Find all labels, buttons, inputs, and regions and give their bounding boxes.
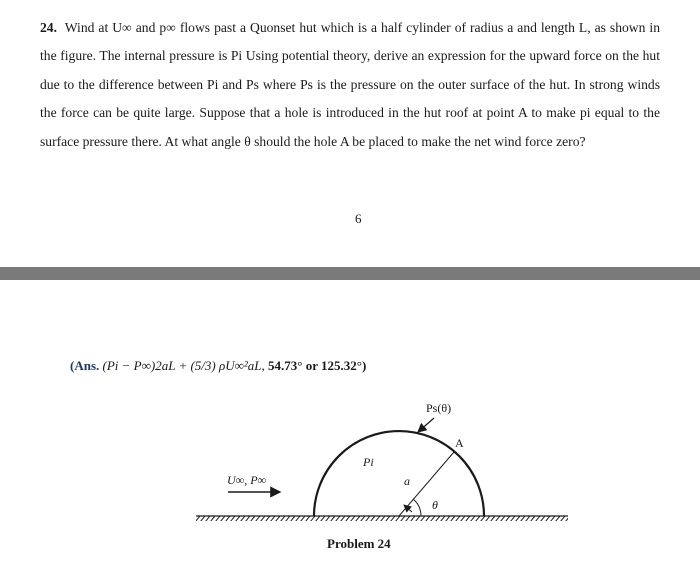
internal-pressure-label: Pi bbox=[363, 455, 374, 469]
problem-statement bbox=[40, 14, 660, 156]
answer-expression: (Pi − P∞)2aL + (5/3) ρU∞²aL, bbox=[102, 358, 265, 373]
page-divider bbox=[0, 267, 700, 280]
answer-block bbox=[70, 358, 366, 374]
quonset-hut-figure bbox=[0, 390, 700, 535]
radius-label: a bbox=[404, 474, 410, 488]
surface-pressure-label: Ps(θ) bbox=[426, 401, 452, 415]
answer-label: (Ans. bbox=[70, 358, 100, 373]
angle-label: θ bbox=[432, 498, 438, 512]
answer-angles: 54.73° or 125.32°) bbox=[268, 358, 367, 373]
freestream-label: U∞, P∞ bbox=[227, 473, 267, 487]
surface-pressure-arrow bbox=[418, 418, 434, 432]
page-number: 6 bbox=[355, 211, 362, 226]
figure-caption: Problem 24 bbox=[327, 536, 391, 551]
angle-arc bbox=[413, 499, 421, 516]
point-a-label: A bbox=[455, 436, 464, 450]
problem-text: Wind at U∞ and p∞ flows past a Quonset hut which is a half cylinder of radius a and length L, as shown in the figure. The internal pressure is Pi Using potential theory, derive an expression for the upward force on the hut due to the difference between Pi and Ps where Ps is the pressure on the outer surface of the hut. In strong winds the force can be quite large. Suppose that a hole is introduced in the hut roof at point A to make pi equal to the surface pressure there. At what angle θ should the hole A be placed to make the net wind force zero? bbox=[40, 20, 660, 149]
problem-number: 24. bbox=[40, 20, 57, 35]
ground-hatching bbox=[196, 516, 568, 521]
